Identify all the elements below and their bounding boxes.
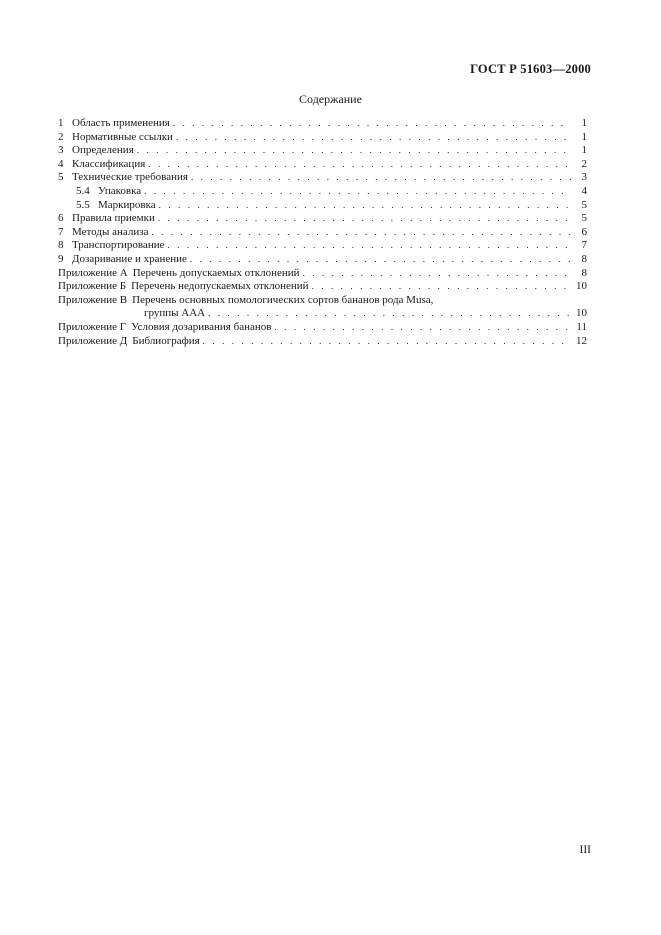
- toc-entry-number: 1: [58, 117, 64, 129]
- toc-entry-number: 7: [58, 225, 64, 238]
- toc-entry-title: Перечень недопускаемых отклонений: [131, 280, 309, 293]
- toc-entry-number: 9: [58, 252, 64, 265]
- dot-leader: [191, 171, 571, 185]
- dot-leader: [148, 158, 571, 172]
- toc-entry-appendix-d[interactable]: [58, 335, 587, 349]
- toc-entry-5-5[interactable]: [58, 199, 587, 213]
- toc-entry-appendix-a[interactable]: [58, 267, 587, 281]
- toc-entry-1[interactable]: [58, 117, 587, 131]
- toc-entry-9[interactable]: [58, 253, 587, 267]
- toc-entry-3[interactable]: [58, 144, 587, 158]
- dot-leader: [158, 212, 571, 226]
- toc-entry-5[interactable]: [58, 171, 587, 185]
- toc-entry-number: 3: [58, 144, 64, 157]
- toc-entry-page: 1: [581, 144, 587, 157]
- toc-title: Содержание: [299, 92, 362, 106]
- toc-entry-title: Технические требования: [72, 171, 188, 184]
- toc-entry-appendix-g[interactable]: [58, 321, 587, 335]
- toc-entry-title: Упаковка: [98, 184, 142, 197]
- page-number: III: [579, 844, 591, 856]
- toc-entry-page: 10: [576, 307, 587, 320]
- toc-entry-title: Область применения: [72, 117, 170, 129]
- toc-entry-appendix-label: Приложение Б: [58, 280, 127, 293]
- toc-entry-appendix-label: Приложение В: [58, 293, 128, 306]
- table-of-contents: [58, 117, 587, 348]
- toc-entry-page: 12: [576, 334, 587, 347]
- toc-entry-page: 7: [581, 239, 587, 252]
- toc-entry-title: Определения: [72, 144, 134, 157]
- toc-entry-page: 8: [581, 252, 587, 265]
- dot-leader: [312, 280, 571, 294]
- toc-entry-page: 2: [581, 157, 587, 170]
- toc-entry-appendix-label: Приложение Д: [58, 334, 128, 347]
- dot-leader: [167, 239, 571, 253]
- toc-entry-page: 5: [581, 198, 587, 211]
- toc-entry-title: Перечень основных помологических сортов бананов рода Musa,: [132, 293, 434, 306]
- toc-entry-page: 11: [576, 320, 587, 333]
- dot-leader: [190, 253, 571, 267]
- dot-leader: [173, 117, 571, 131]
- toc-entry-title: Нормативные ссылки: [72, 130, 173, 143]
- toc-entry-8[interactable]: [58, 239, 587, 253]
- toc-entry-title: Условия дозаривания бананов: [131, 320, 272, 333]
- toc-entry-appendix-v-continuation[interactable]: [58, 307, 587, 321]
- toc-entry-page: 8: [581, 266, 587, 279]
- dot-leader: [176, 131, 571, 145]
- toc-entry-4[interactable]: [58, 158, 587, 172]
- toc-entry-title: Перечень допускаемых отклонений: [132, 266, 300, 279]
- toc-entry-page: 3: [581, 171, 587, 184]
- toc-entry-6[interactable]: [58, 212, 587, 226]
- dot-leader: [159, 199, 571, 213]
- toc-entry-page: 5: [581, 212, 587, 225]
- standard-code: ГОСТ Р 51603—2000: [470, 62, 591, 76]
- dot-leader: [151, 226, 571, 240]
- toc-entry-page: 4: [581, 184, 587, 197]
- dot-leader: [274, 321, 571, 335]
- toc-entry-title: Библиография: [132, 334, 200, 347]
- dot-leader: [208, 307, 571, 321]
- toc-entry-number: 5.4: [76, 184, 90, 197]
- toc-entry-number: 6: [58, 212, 64, 225]
- toc-entry-title: Правила приемки: [72, 212, 155, 225]
- toc-entry-title: Классификация: [72, 157, 146, 170]
- toc-entry-page: 1: [581, 117, 587, 129]
- toc-entry-7[interactable]: [58, 226, 587, 240]
- toc-entry-title: Транспортирование: [72, 239, 165, 252]
- dot-leader: [303, 267, 571, 281]
- dot-leader: [203, 335, 571, 349]
- toc-entry-appendix-v[interactable]: [58, 294, 587, 308]
- toc-entry-appendix-label: Приложение А: [58, 266, 128, 279]
- toc-entry-number: 2: [58, 130, 64, 143]
- toc-entry-page: 1: [581, 130, 587, 143]
- toc-entry-page: 6: [581, 225, 587, 238]
- toc-entry-title: Дозаривание и хранение: [72, 252, 187, 265]
- toc-entry-appendix-label: Приложение Г: [58, 320, 127, 333]
- toc-entry-number: 5.5: [76, 198, 90, 211]
- toc-entry-number: 5: [58, 171, 64, 184]
- toc-entry-title: Методы анализа: [72, 225, 149, 238]
- dot-leader: [144, 185, 571, 199]
- toc-entry-title-continuation: группы ААА: [144, 307, 206, 320]
- toc-entry-5-4[interactable]: [58, 185, 587, 199]
- toc-entry-number: 8: [58, 239, 64, 252]
- toc-entry-title: Маркировка: [98, 198, 156, 211]
- toc-entry-appendix-b[interactable]: [58, 280, 587, 294]
- toc-entry-number: 4: [58, 157, 64, 170]
- toc-entry-page: 10: [576, 280, 587, 293]
- toc-entry-2[interactable]: [58, 131, 587, 145]
- dot-leader: [137, 144, 571, 158]
